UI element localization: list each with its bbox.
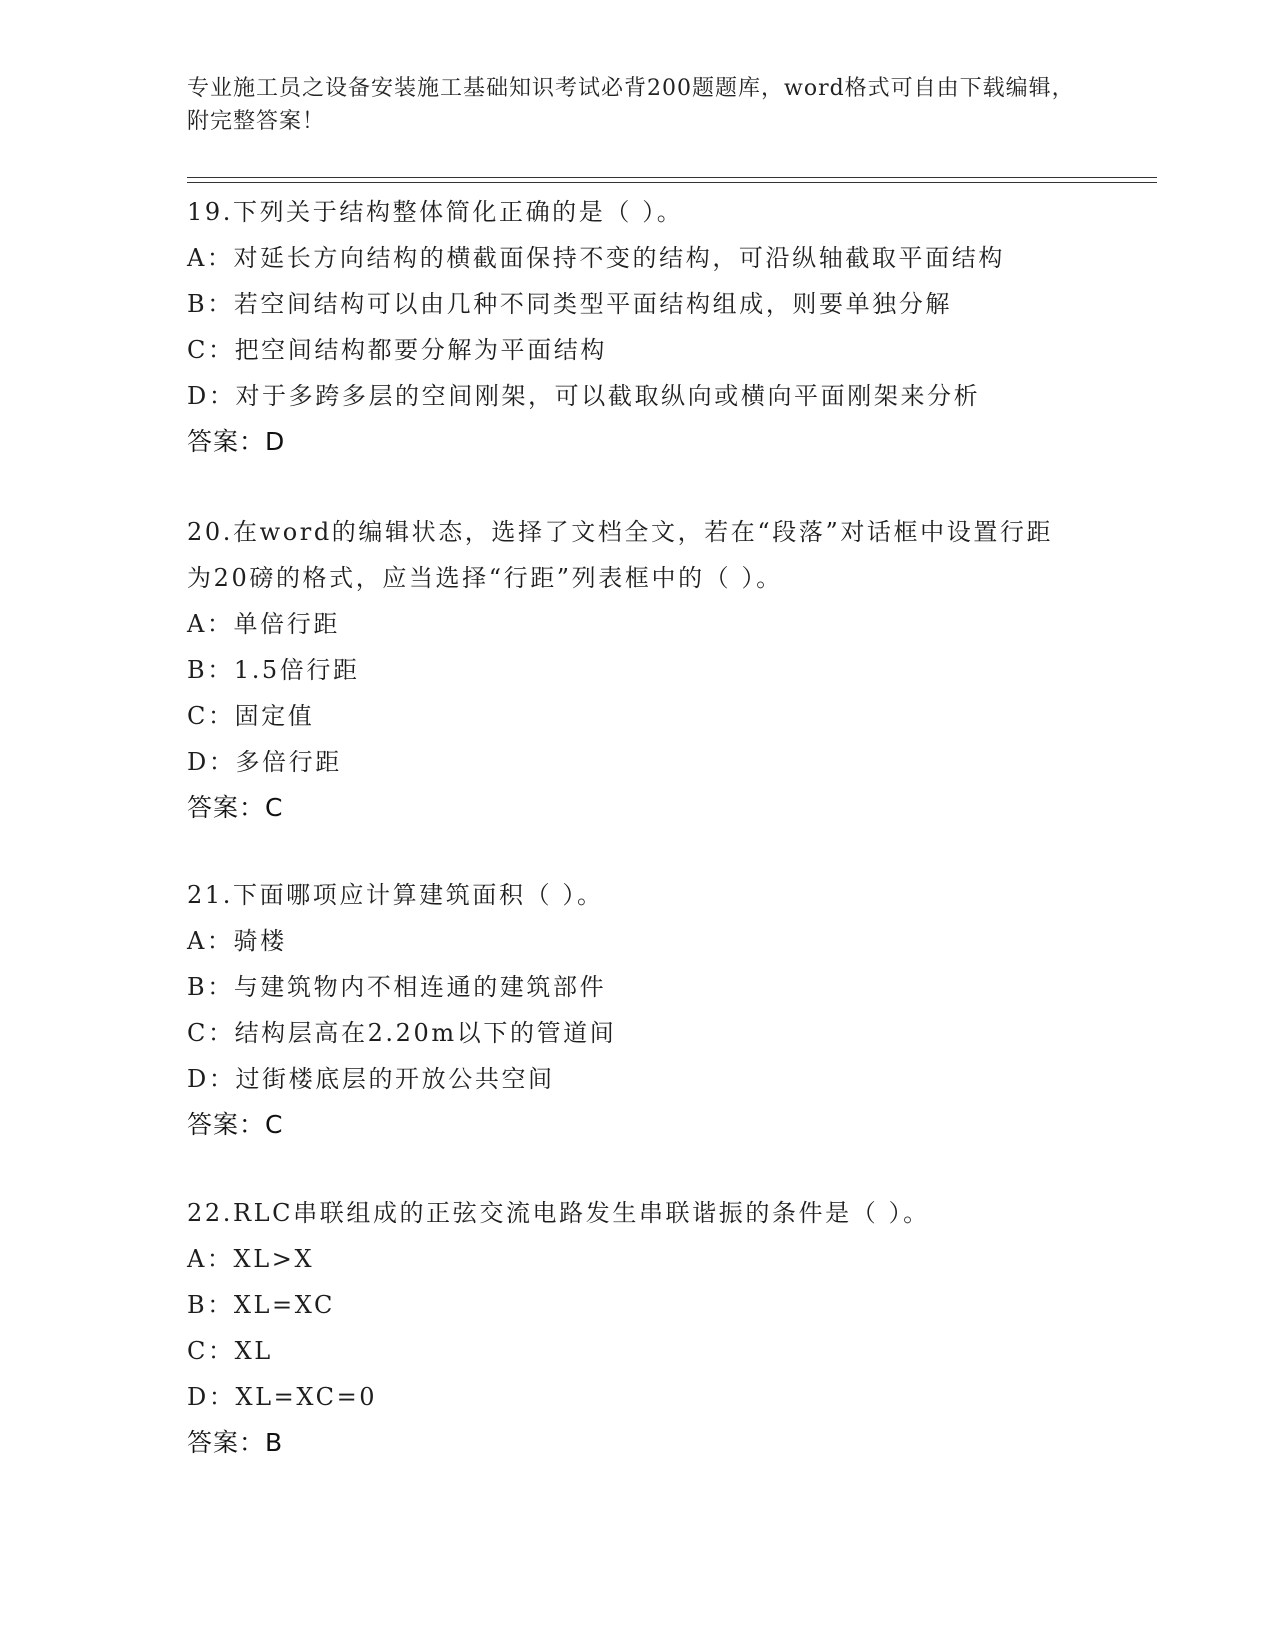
option-a: A：XL>X: [187, 1245, 315, 1273]
option-b: B：若空间结构可以由几种不同类型平面结构组成，则要单独分解: [187, 290, 953, 318]
option-d: D：XL=XC=0: [187, 1383, 378, 1411]
option-a: A：对延长方向结构的横截面保持不变的结构，可沿纵轴截取平面结构: [187, 244, 1005, 272]
question-21: [187, 872, 1087, 1148]
option-a: A：骑楼: [187, 927, 287, 955]
header-divider-bottom: [187, 182, 1157, 183]
answer: 答案：B: [187, 1428, 284, 1457]
option-b: B：1.5倍行距: [187, 656, 360, 684]
document-header-title: 专业施工员之设备安装施工基础知识考试必背200题题库，word格式可自由下载编辑，附完整答案！: [187, 76, 1075, 134]
question-stem: 20.在word的编辑状态，选择了文档全文，若在“段落”对话框中设置行距为20磅的格式，应当选择“行距”列表框中的（ ）。: [187, 518, 1054, 592]
option-c: C：把空间结构都要分解为平面结构: [187, 336, 607, 364]
option-b: B：XL=XC: [187, 1291, 335, 1319]
option-a: A：单倍行距: [187, 610, 340, 638]
option-c: C：固定值: [187, 702, 315, 730]
question-stem: 22.RLC串联组成的正弦交流电路发生串联谐振的条件是（ ）。: [187, 1199, 930, 1227]
answer: 答案：C: [187, 793, 284, 822]
question-22: [187, 1190, 1087, 1466]
header-divider-top: [187, 177, 1157, 178]
option-b: B：与建筑物内不相连通的建筑部件: [187, 973, 607, 1001]
question-20: [187, 509, 1087, 831]
question-stem: 21.下面哪项应计算建筑面积（ ）。: [187, 881, 604, 909]
option-d: D：过街楼底层的开放公共空间: [187, 1065, 555, 1093]
option-d: D：多倍行距: [187, 748, 342, 776]
option-d: D：对于多跨多层的空间刚架，可以截取纵向或横向平面刚架来分析: [187, 382, 981, 410]
question-19: [187, 189, 1087, 465]
question-stem: 19.下列关于结构整体简化正确的是（ ）。: [187, 198, 684, 226]
answer: 答案：D: [187, 427, 286, 456]
option-c: C：结构层高在2.20m以下的管道间: [187, 1019, 617, 1047]
answer: 答案：C: [187, 1110, 284, 1139]
option-c: C：XL: [187, 1337, 273, 1365]
